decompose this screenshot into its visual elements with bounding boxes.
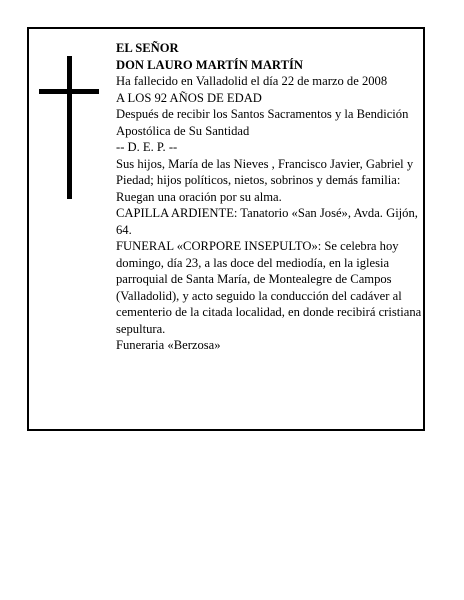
age-line: A LOS 92 AÑOS DE EDAD (116, 90, 262, 105)
cross-icon (39, 56, 99, 199)
chapel-line: CAPILLA ARDIENTE: Tanatorio «San José», Avda. Gijón, 64. (116, 206, 418, 237)
notice-text (116, 40, 424, 354)
cross-vertical-bar (67, 56, 72, 199)
funeral-home-line: Funeraria «Berzosa» (116, 338, 221, 352)
funeral-line: FUNERAL «CORPORE INSEPULTO»: Se celebra hoy domingo, día 23, a las doce del mediodía, en la iglesia parroquial de Santa María, de Montealegre de Campos (Valladolid), y acto seguido la conducción del cadáver al cementerio de la citada localidad, en donde recibirá cristiana sepultura. (116, 239, 422, 336)
cross-horizontal-bar (39, 89, 99, 94)
deceased-name: DON LAURO MARTÍN MARTÍN (116, 57, 303, 72)
prayer-line: Ruegan una oración por su alma. (116, 189, 282, 204)
notice-title: EL SEÑOR (116, 41, 179, 55)
family-line: Sus hijos, María de las Nieves , Francisco Javier, Gabriel y Piedad; hijos políticos, nietos, sobrinos y demás familia: (116, 156, 414, 187)
dep-line: -- D. E. P. -- (116, 140, 178, 154)
death-line: Ha fallecido en Valladolid el día 22 de marzo de 2008 (116, 74, 388, 88)
sacraments-line: Después de recibir los Santos Sacramentos y la Bendición Apostólica de Su Santidad (116, 107, 409, 138)
obituary-notice (27, 27, 425, 431)
